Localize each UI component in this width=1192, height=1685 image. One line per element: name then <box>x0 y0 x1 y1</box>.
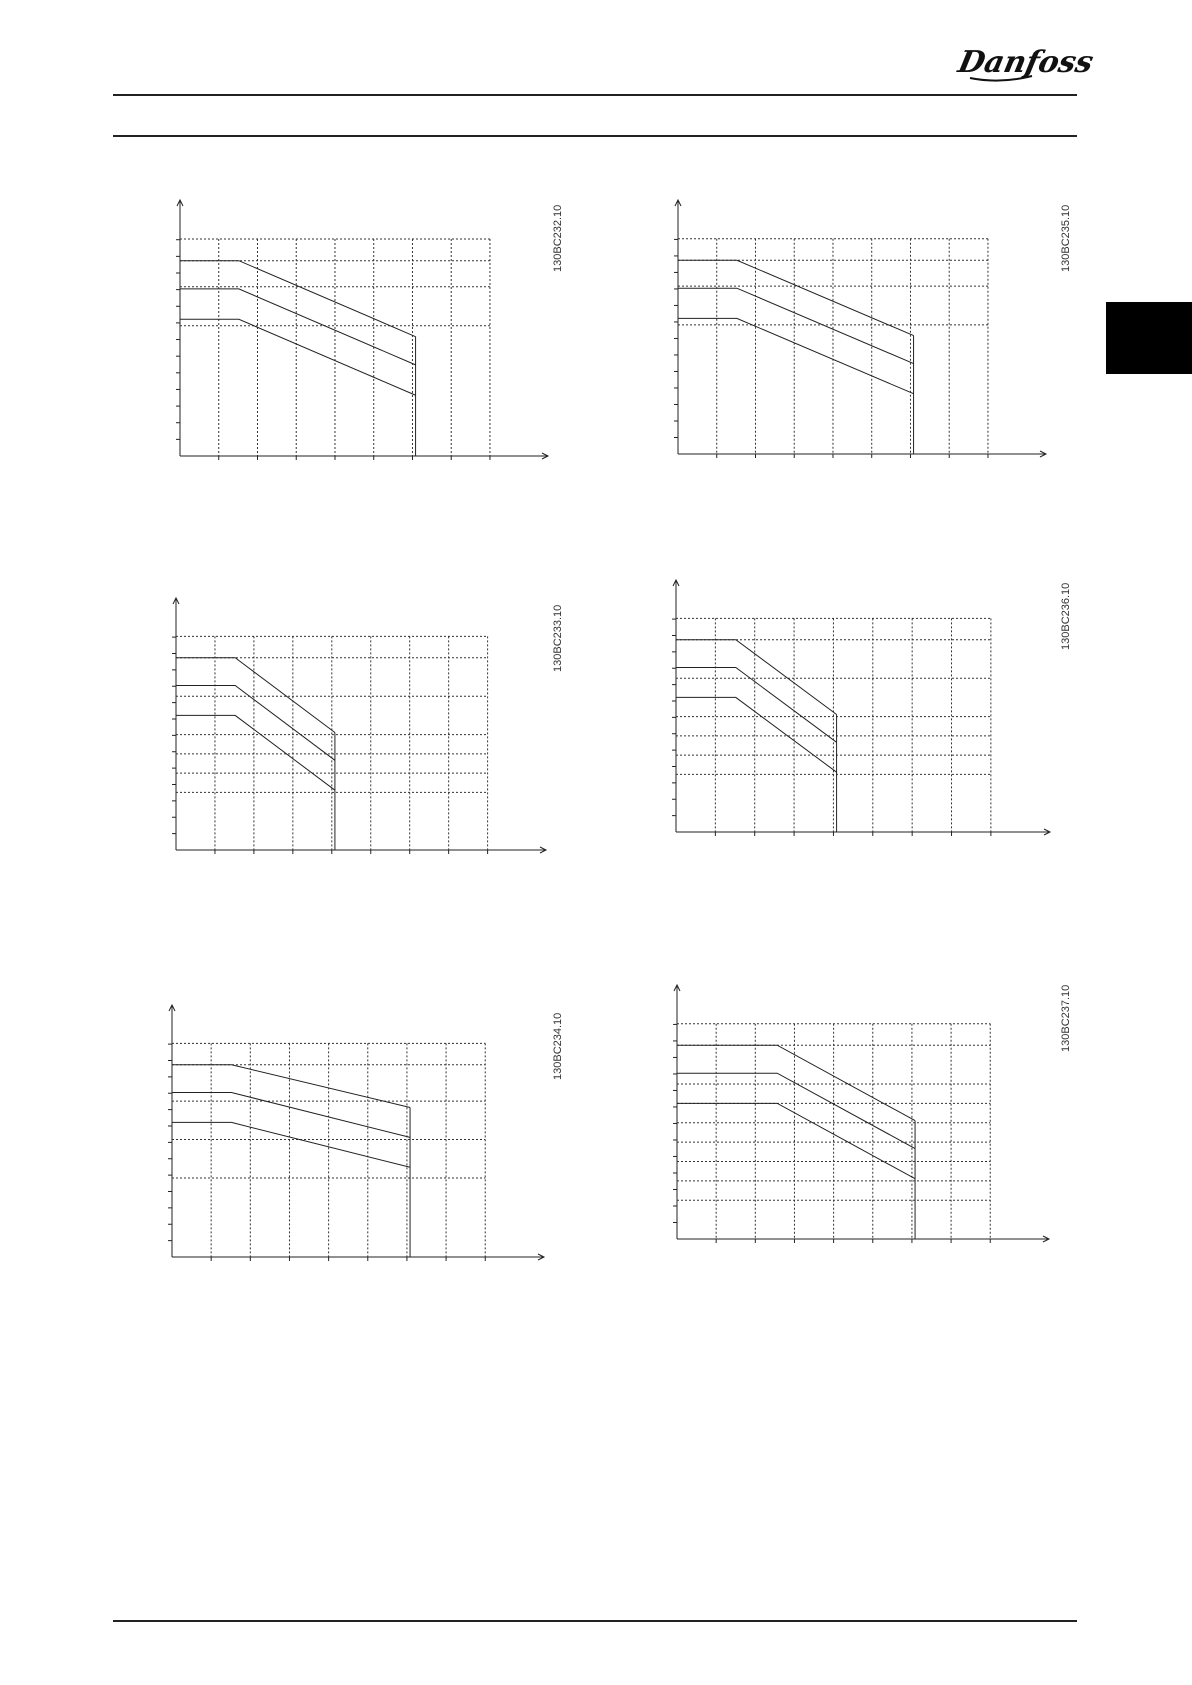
derating-chart <box>162 1005 544 1261</box>
chapter-tab <box>1106 302 1192 374</box>
derating-chart <box>668 200 1046 458</box>
figure-id-label: 130BC232.10 <box>552 204 564 272</box>
footer-rule <box>113 1620 1077 1622</box>
derating-chart <box>667 985 1049 1243</box>
derating-curve-1 <box>677 1045 915 1120</box>
derating-figure <box>162 1005 544 1261</box>
figure-id-label: 130BC235.10 <box>1060 204 1072 272</box>
derating-curve-1 <box>172 1065 410 1108</box>
derating-curve-1 <box>678 260 914 335</box>
derating-curve-2 <box>180 289 416 365</box>
derating-curve-2 <box>677 1073 915 1148</box>
derating-curve-2 <box>678 288 914 363</box>
derating-figure <box>666 580 1050 836</box>
derating-curve-3 <box>677 1103 915 1178</box>
derating-curve-2 <box>176 686 335 761</box>
derating-curve-3 <box>676 697 837 772</box>
derating-chart <box>166 598 546 854</box>
derating-curve-3 <box>176 715 335 790</box>
danfoss-logo <box>955 38 1097 88</box>
derating-curve-1 <box>676 640 837 715</box>
figure-id-label: 130BC234.10 <box>552 1012 564 1080</box>
derating-curve-3 <box>180 319 416 395</box>
derating-figure <box>668 200 1046 458</box>
danfoss-logo-wordmark: Danfoss <box>955 45 1097 80</box>
derating-curve-2 <box>676 668 837 743</box>
brand-name <box>960 38 961 39</box>
header-rule-bottom <box>113 135 1077 137</box>
derating-curve-3 <box>172 1122 410 1167</box>
derating-chart <box>666 580 1050 836</box>
danfoss-logo-mark <box>955 38 1097 88</box>
derating-curve-1 <box>176 658 335 733</box>
derating-figure <box>170 200 548 460</box>
figure-id-label: 130BC236.10 <box>1060 582 1072 650</box>
figure-id-label: 130BC237.10 <box>1060 984 1072 1052</box>
figure-id-label: 130BC233.10 <box>552 604 564 672</box>
derating-figure <box>166 598 546 854</box>
derating-curve-1 <box>180 261 416 337</box>
header-rule-top <box>113 94 1077 96</box>
derating-curve-3 <box>678 318 914 393</box>
derating-figure <box>667 985 1049 1243</box>
derating-chart <box>170 200 548 460</box>
